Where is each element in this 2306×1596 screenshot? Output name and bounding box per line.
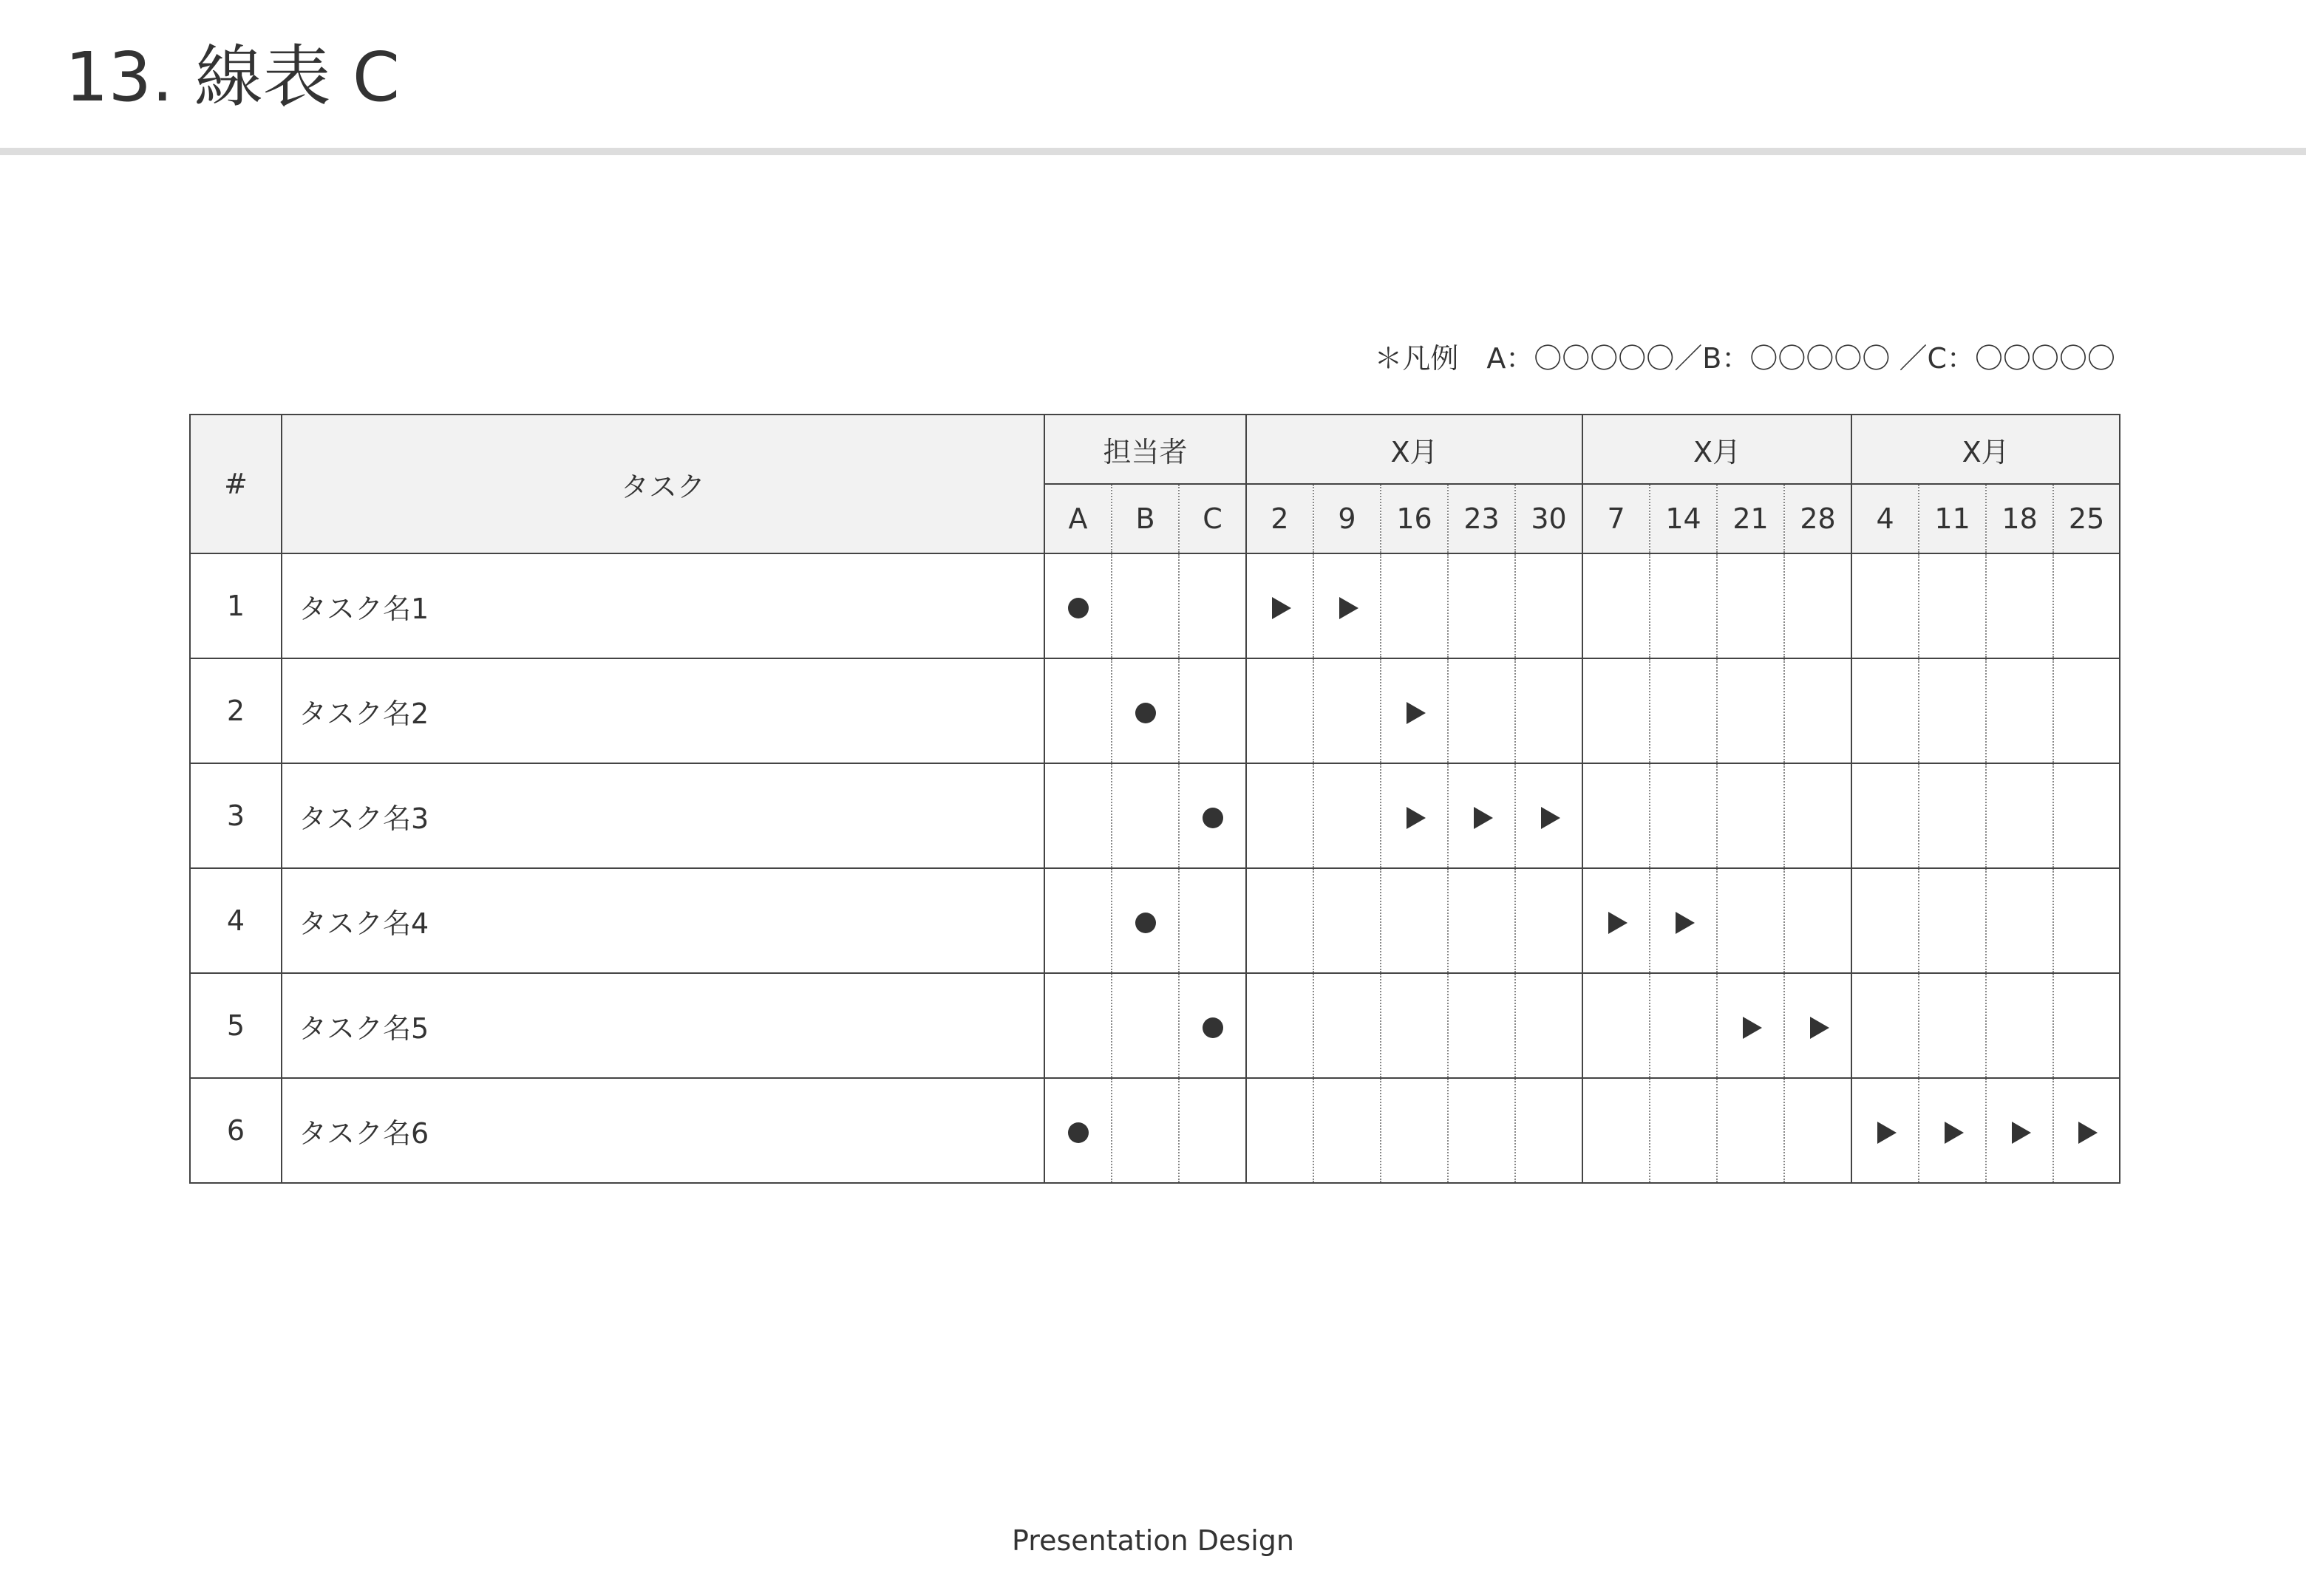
schedule-cell bbox=[1650, 553, 1717, 658]
schedule-cell bbox=[1246, 1078, 1313, 1183]
play-triangle-icon bbox=[1407, 702, 1426, 724]
schedule-table bbox=[189, 414, 2120, 1184]
table-row bbox=[190, 973, 2120, 1078]
schedule-cell bbox=[1919, 763, 1986, 868]
schedule-cell bbox=[1515, 973, 1582, 1078]
schedule-cell bbox=[1381, 763, 1448, 868]
row-task-name: タスク名4 bbox=[282, 868, 1044, 973]
schedule-cell bbox=[2053, 658, 2120, 763]
schedule-cell bbox=[1381, 658, 1448, 763]
assignee-cell bbox=[1112, 1078, 1179, 1183]
play-triangle-icon bbox=[1541, 807, 1560, 829]
schedule-cell bbox=[1851, 658, 1919, 763]
row-number: 3 bbox=[190, 763, 282, 868]
schedule-cell bbox=[1582, 658, 1650, 763]
row-task-name: タスク名5 bbox=[282, 973, 1044, 1078]
assignee-cell bbox=[1179, 973, 1246, 1078]
play-triangle-icon bbox=[2012, 1122, 2031, 1144]
schedule-cell bbox=[2053, 763, 2120, 868]
play-triangle-icon bbox=[1743, 1017, 1762, 1039]
schedule-cell bbox=[1313, 763, 1381, 868]
schedule-cell bbox=[1986, 1078, 2053, 1183]
schedule-cell bbox=[2053, 553, 2120, 658]
schedule-cell bbox=[1246, 658, 1313, 763]
schedule-cell bbox=[1313, 553, 1381, 658]
header-week: 11 bbox=[1919, 484, 1986, 553]
header-assignee-a: A bbox=[1044, 484, 1112, 553]
table-row bbox=[190, 763, 2120, 868]
schedule-cell bbox=[1784, 868, 1851, 973]
header-assignee-c: C bbox=[1179, 484, 1246, 553]
schedule-cell bbox=[1313, 658, 1381, 763]
row-task-name: タスク名1 bbox=[282, 553, 1044, 658]
schedule-cell bbox=[1582, 868, 1650, 973]
schedule-cell bbox=[1582, 553, 1650, 658]
schedule-cell bbox=[1717, 973, 1784, 1078]
assignee-cell bbox=[1179, 1078, 1246, 1183]
schedule-cell bbox=[1717, 658, 1784, 763]
header-week: 9 bbox=[1313, 484, 1381, 553]
filled-circle-icon bbox=[1068, 1122, 1089, 1143]
schedule-cell bbox=[1246, 868, 1313, 973]
assignee-cell bbox=[1179, 553, 1246, 658]
filled-circle-icon bbox=[1203, 808, 1223, 828]
assignee-cell bbox=[1044, 658, 1112, 763]
assignee-cell bbox=[1179, 658, 1246, 763]
row-number: 1 bbox=[190, 553, 282, 658]
header-week: 23 bbox=[1448, 484, 1515, 553]
schedule-cell bbox=[1919, 1078, 1986, 1183]
header-week: 2 bbox=[1246, 484, 1313, 553]
schedule-cell bbox=[1717, 1078, 1784, 1183]
schedule-cell bbox=[1650, 868, 1717, 973]
page-title: 13. 線表 C bbox=[65, 38, 401, 117]
table-row bbox=[190, 658, 2120, 763]
filled-circle-icon bbox=[1135, 913, 1156, 933]
row-number: 4 bbox=[190, 868, 282, 973]
schedule-cell bbox=[1448, 763, 1515, 868]
play-triangle-icon bbox=[1339, 597, 1358, 619]
schedule-cell bbox=[1448, 553, 1515, 658]
header-assignee-group: 担当者 bbox=[1044, 415, 1246, 484]
filled-circle-icon bbox=[1203, 1017, 1223, 1038]
assignee-cell bbox=[1044, 763, 1112, 868]
schedule-cell bbox=[1919, 553, 1986, 658]
schedule-cell bbox=[1381, 1078, 1448, 1183]
schedule-cell bbox=[1851, 763, 1919, 868]
schedule-cell bbox=[1851, 868, 1919, 973]
schedule-cell bbox=[1448, 973, 1515, 1078]
row-number: 5 bbox=[190, 973, 282, 1078]
schedule-cell bbox=[1582, 973, 1650, 1078]
table-row bbox=[190, 1078, 2120, 1183]
schedule-cell bbox=[1851, 1078, 1919, 1183]
schedule-cell bbox=[1515, 1078, 1582, 1183]
header-assignee-b: B bbox=[1112, 484, 1179, 553]
header-task: タスク bbox=[282, 415, 1044, 553]
assignee-cell bbox=[1179, 868, 1246, 973]
schedule-cell bbox=[1515, 763, 1582, 868]
assignee-cell bbox=[1112, 868, 1179, 973]
table-row bbox=[190, 553, 2120, 658]
schedule-cell bbox=[1784, 658, 1851, 763]
schedule-cell bbox=[1381, 868, 1448, 973]
header-number: # bbox=[190, 415, 282, 553]
header-week: 21 bbox=[1717, 484, 1784, 553]
title-divider bbox=[0, 148, 2306, 155]
schedule-cell bbox=[1448, 1078, 1515, 1183]
schedule-cell bbox=[1784, 973, 1851, 1078]
assignee-cell bbox=[1179, 763, 1246, 868]
schedule-cell bbox=[1986, 973, 2053, 1078]
schedule-cell bbox=[1313, 868, 1381, 973]
schedule-cell bbox=[1381, 973, 1448, 1078]
row-number: 2 bbox=[190, 658, 282, 763]
schedule-cell bbox=[1650, 1078, 1717, 1183]
header-week: 18 bbox=[1986, 484, 2053, 553]
schedule-cell bbox=[1515, 658, 1582, 763]
header-row-top bbox=[190, 415, 2120, 484]
schedule-cell bbox=[1784, 1078, 1851, 1183]
schedule-cell bbox=[1919, 658, 1986, 763]
schedule-cell bbox=[2053, 973, 2120, 1078]
schedule-cell bbox=[2053, 1078, 2120, 1183]
schedule-cell bbox=[1582, 763, 1650, 868]
assignee-cell bbox=[1044, 973, 1112, 1078]
schedule-cell bbox=[1515, 868, 1582, 973]
header-week: 30 bbox=[1515, 484, 1582, 553]
schedule-cell bbox=[1986, 658, 2053, 763]
schedule-body bbox=[190, 553, 2120, 1183]
header-month: X月 bbox=[1246, 415, 1582, 484]
schedule-cell bbox=[1784, 553, 1851, 658]
header-week: 14 bbox=[1650, 484, 1717, 553]
play-triangle-icon bbox=[2078, 1122, 2098, 1144]
play-triangle-icon bbox=[1676, 912, 1695, 934]
row-task-name: タスク名2 bbox=[282, 658, 1044, 763]
play-triangle-icon bbox=[1272, 597, 1291, 619]
schedule-cell bbox=[1246, 763, 1313, 868]
play-triangle-icon bbox=[1474, 807, 1493, 829]
table-row bbox=[190, 868, 2120, 973]
schedule-cell bbox=[1381, 553, 1448, 658]
header-month: X月 bbox=[1851, 415, 2120, 484]
row-task-name: タスク名3 bbox=[282, 763, 1044, 868]
schedule-cell bbox=[1784, 763, 1851, 868]
schedule-cell bbox=[1717, 763, 1784, 868]
row-number: 6 bbox=[190, 1078, 282, 1183]
schedule-cell bbox=[1313, 973, 1381, 1078]
row-task-name: タスク名6 bbox=[282, 1078, 1044, 1183]
schedule-cell bbox=[1650, 973, 1717, 1078]
schedule-cell bbox=[1851, 553, 1919, 658]
header-week: 16 bbox=[1381, 484, 1448, 553]
schedule-cell bbox=[1717, 868, 1784, 973]
schedule-cell bbox=[1650, 658, 1717, 763]
schedule-cell bbox=[1986, 763, 2053, 868]
schedule-cell bbox=[1313, 1078, 1381, 1183]
play-triangle-icon bbox=[1810, 1017, 1829, 1039]
schedule-cell bbox=[1919, 973, 1986, 1078]
assignee-cell bbox=[1044, 1078, 1112, 1183]
header-week: 25 bbox=[2053, 484, 2120, 553]
schedule-cell bbox=[1650, 763, 1717, 868]
assignee-cell bbox=[1112, 973, 1179, 1078]
header-week: 28 bbox=[1784, 484, 1851, 553]
schedule-cell bbox=[1986, 553, 2053, 658]
schedule-cell bbox=[1851, 973, 1919, 1078]
schedule-cell bbox=[1448, 868, 1515, 973]
schedule-cell bbox=[2053, 868, 2120, 973]
schedule-cell bbox=[1246, 973, 1313, 1078]
play-triangle-icon bbox=[1608, 912, 1628, 934]
schedule-cell bbox=[1986, 868, 2053, 973]
filled-circle-icon bbox=[1135, 703, 1156, 723]
schedule-cell bbox=[1246, 553, 1313, 658]
play-triangle-icon bbox=[1945, 1122, 1964, 1144]
play-triangle-icon bbox=[1407, 807, 1426, 829]
header-week: 4 bbox=[1851, 484, 1919, 553]
header-week: 7 bbox=[1582, 484, 1650, 553]
schedule-cell bbox=[1448, 658, 1515, 763]
play-triangle-icon bbox=[1877, 1122, 1897, 1144]
header-month: X月 bbox=[1582, 415, 1851, 484]
assignee-cell bbox=[1044, 868, 1112, 973]
filled-circle-icon bbox=[1068, 598, 1089, 618]
footer-text: Presentation Design bbox=[1012, 1524, 1294, 1557]
assignee-cell bbox=[1044, 553, 1112, 658]
assignee-cell bbox=[1112, 763, 1179, 868]
schedule-cell bbox=[1717, 553, 1784, 658]
schedule-cell bbox=[1919, 868, 1986, 973]
schedule-cell bbox=[1515, 553, 1582, 658]
assignee-cell bbox=[1112, 553, 1179, 658]
assignee-cell bbox=[1112, 658, 1179, 763]
schedule-cell bbox=[1582, 1078, 1650, 1183]
legend: ＊凡例 A：〇〇〇〇〇／B：〇〇〇〇〇 ／C：〇〇〇〇〇 bbox=[1374, 342, 2115, 375]
